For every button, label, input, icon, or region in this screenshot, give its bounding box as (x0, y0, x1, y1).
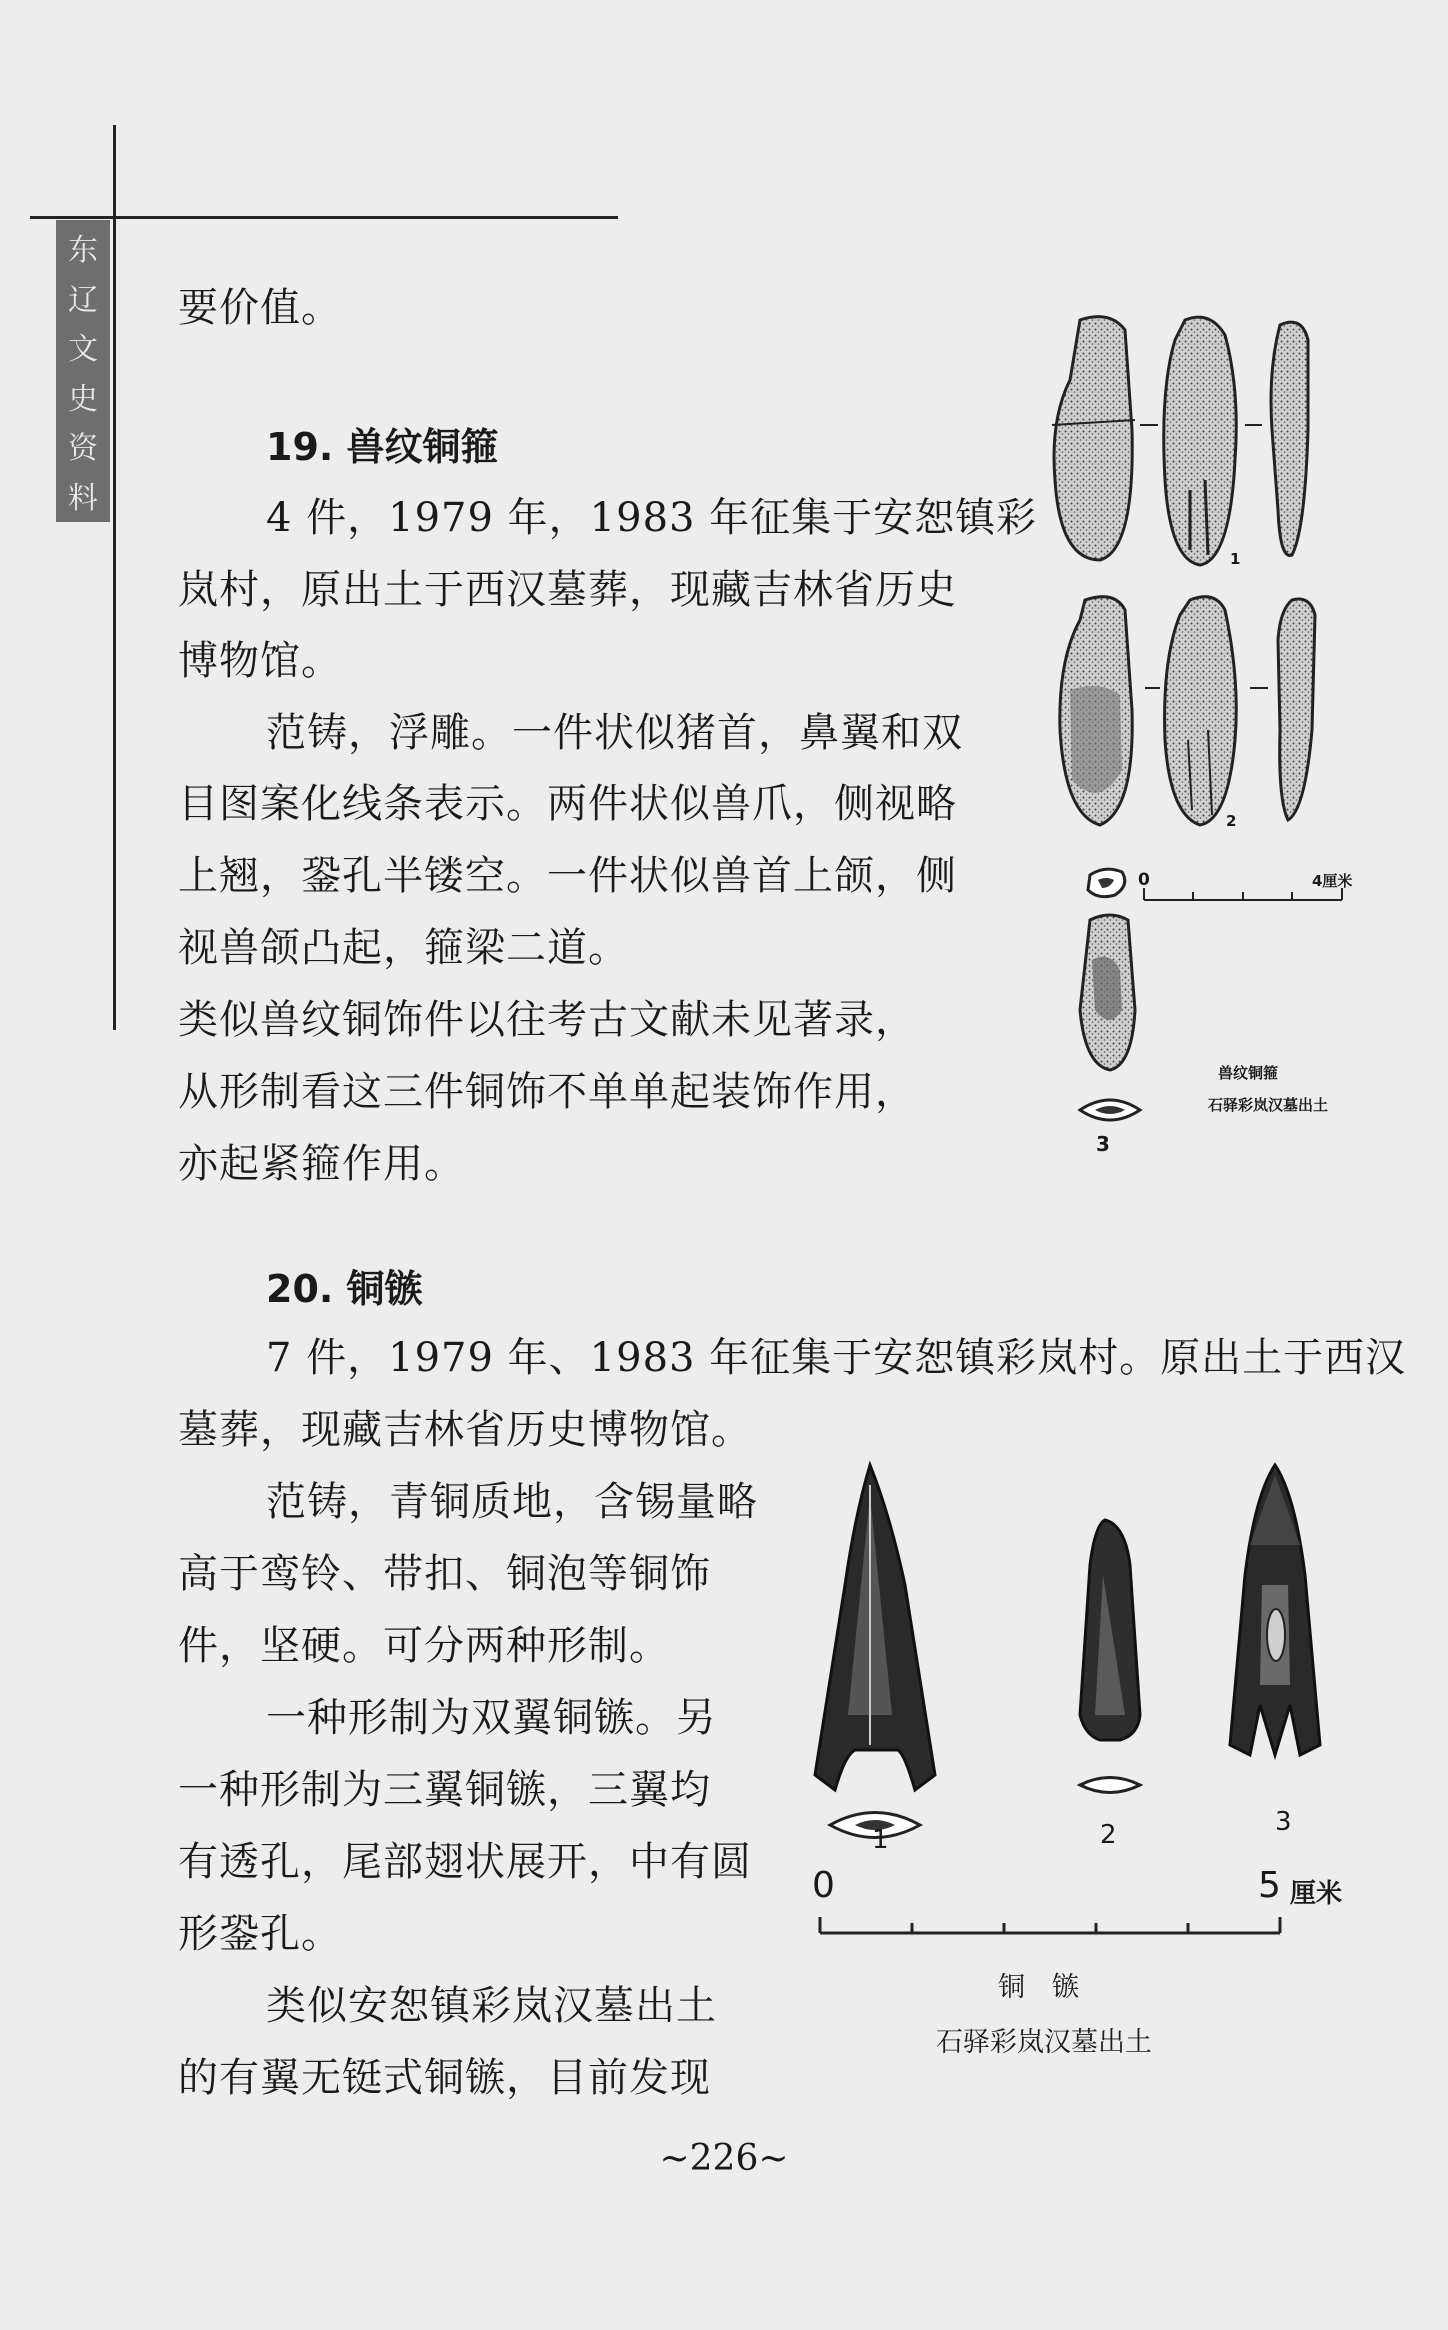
series-title-char: 东 (68, 233, 98, 269)
body-line: 亦起紧箍作用。 (178, 1141, 465, 1187)
hoop-drawing (1040, 310, 1380, 1160)
scale-start: 0 (1138, 870, 1150, 890)
section-19-heading: 19. 兽纹铜箍 (266, 425, 499, 469)
body-line: 上翘，銎孔半镂空。一件状似兽首上颌，侧 (178, 853, 957, 899)
body-line: 墓葬，现藏吉林省历史博物馆。 (178, 1407, 752, 1453)
body-line: 有透孔，尾部翅状展开，中有圆 (178, 1839, 752, 1885)
figure-number: 3 (1096, 1132, 1110, 1156)
body-line: 件，坚硬。可分两种形制。 (178, 1623, 670, 1669)
body-line: 形銎孔。 (178, 1911, 342, 1957)
body-line: 的有翼无铤式铜镞，目前发现 (178, 2055, 711, 2101)
body-line: 一种形制为三翼铜镞，三翼均 (178, 1767, 711, 1813)
intro-line: 要价值。 (178, 285, 342, 331)
figure-number: 3 (1275, 1807, 1292, 1837)
body-line: 范铸，浮雕。一件状似猪首，鼻翼和双 (266, 710, 963, 756)
body-line: 范铸，青铜质地，含锡量略 (266, 1479, 758, 1525)
arrowhead-figure (800, 1455, 1360, 2058)
margin-vertical-rule (113, 125, 116, 1030)
header-horizontal-rule (30, 216, 618, 219)
body-line: 博物馆。 (178, 638, 342, 684)
scale-start: 0 (812, 1865, 835, 1906)
body-line: 从形制看这三件铜饰不单单起装饰作用， (178, 1069, 916, 1115)
figure-caption-title: 兽纹铜箍 (1218, 1064, 1279, 1082)
scale-unit: 厘米 (1290, 1879, 1343, 1909)
body-line: 一种形制为双翼铜镞。另 (266, 1695, 717, 1741)
series-title-char: 料 (68, 480, 98, 516)
figure-number: 1 (872, 1825, 889, 1855)
figure-number: 1 (1230, 550, 1241, 568)
scale-end: 4厘米 (1312, 872, 1353, 890)
body-line: 类似安恕镇彩岚汉墓出土 (266, 1983, 717, 2029)
hoop-figure (1040, 310, 1380, 1160)
body-line: 高于鸾铃、带扣、铜泡等铜饰 (178, 1551, 711, 1597)
body-line: 7 件，1979 年、1983 年征集于安恕镇彩岚村。原出土于西汉 (266, 1335, 1407, 1381)
figure-number: 2 (1100, 1820, 1117, 1850)
series-title-tab (56, 220, 110, 522)
figure-caption-site: 石驿彩岚汉墓出土 (936, 2027, 1152, 2058)
page-number: ~226~ (659, 2138, 789, 2179)
body-line: 4 件，1979 年，1983 年征集于安恕镇彩 (266, 495, 1038, 541)
scale-end: 5 (1258, 1865, 1281, 1906)
body-line: 类似兽纹铜饰件以往考古文献未见著录， (178, 997, 916, 1043)
figure-caption-site: 石驿彩岚汉墓出土 (1208, 1096, 1329, 1114)
figure-caption-title: 铜 镞 (998, 1972, 1079, 2003)
body-line: 视兽颌凸起，箍梁二道。 (178, 925, 629, 971)
series-title-char: 资 (68, 431, 98, 467)
series-title-char: 辽 (68, 282, 98, 318)
figure-number: 2 (1226, 812, 1237, 830)
series-title-char: 文 (68, 332, 98, 368)
series-title-char: 史 (68, 381, 98, 417)
body-line: 岚村，原出土于西汉墓葬，现藏吉林省历史 (178, 567, 957, 613)
section-20-heading: 20. 铜镞 (266, 1267, 423, 1311)
body-line: 目图案化线条表示。两件状似兽爪，侧视略 (178, 781, 957, 827)
